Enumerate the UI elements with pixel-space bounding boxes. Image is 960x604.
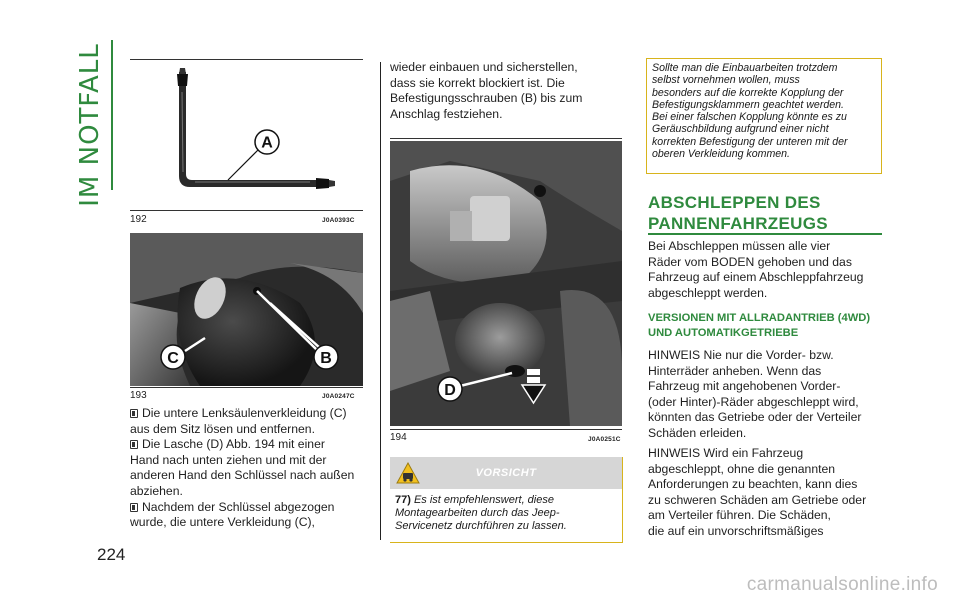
intro-paragraph (648, 239, 888, 301)
text-line: HINWEIS Nie nur die Vorder- bzw. (648, 348, 834, 362)
note-line: korrekten Befestigung der unteren mit der (652, 135, 848, 148)
note-line: Geräuschbildung aufgrund einer nicht (652, 123, 829, 136)
subsection-title: VERSIONEN MIT ALLRADANTRIEB (4WD) UND AUTOMATIKGETRIEBE (648, 312, 871, 339)
note-line: Befestigungsklammern geachtet werden. (652, 98, 844, 111)
text-line: Befestigungsschrauben (B) bis zum (390, 91, 583, 106)
figure-194-rule (390, 429, 622, 430)
text-line: wurde, die untere Verkleidung (C), (130, 515, 315, 530)
figure-194-top-rule (390, 138, 622, 139)
text-line: abziehen. (130, 483, 183, 498)
warning-bottom-border (390, 542, 623, 543)
text-line: Die Lasche (D) Abb. 194 mit einer (130, 437, 370, 453)
figure-top-rule (130, 59, 363, 60)
hinweis-paragraph-1 (648, 348, 888, 442)
warning-title: VORSICHT (475, 467, 537, 479)
figure-192-rule (130, 210, 363, 211)
figure-193-number: 193 (130, 390, 147, 401)
text-line: HINWEIS Wird ein Fahrzeug (648, 446, 804, 460)
text-line: Nachdem der Schlüssel abgezogen (130, 500, 370, 516)
label-a: A (261, 134, 273, 152)
steering-lock-photo (390, 141, 622, 426)
text-line: aus dem Sitz lösen und entfernen. (130, 421, 315, 436)
column-divider (380, 62, 381, 540)
bullet-icon (130, 503, 138, 512)
section-title: ABSCHLEPPEN DES PANNENFAHRZEUGS (648, 193, 828, 233)
text-line: abgeschleppt, ohne die genannten (648, 461, 836, 476)
text-line: wieder einbauen und sicherstellen, (390, 60, 578, 74)
watermark: carmanualsonline.info (746, 574, 938, 595)
column-2-text (390, 60, 630, 122)
text-line: dass sie korrekt blockiert ist. Die (390, 75, 565, 90)
text-line: (oder Hinter)-Räder abgeschleppt wird, (648, 394, 859, 409)
text-line: Fahrzeug auf einem Abschleppfahrzeug (648, 270, 864, 285)
figure-194-code: J0A0251C (588, 436, 621, 443)
figure-193-image (130, 233, 363, 386)
chapter-title-text: IM NOTFALL (75, 43, 105, 207)
text-line: Hand nach unten ziehen und mit der (130, 452, 327, 467)
note-line: besonders auf die korrekte Kopplung der (652, 86, 844, 99)
column-1-text (130, 406, 370, 531)
figure-194-image (390, 141, 622, 426)
figure-194-number: 194 (390, 432, 407, 443)
figure-193-code: J0A0247C (322, 393, 355, 400)
text-line: anderen Hand den Schlüssel nach außen (130, 468, 355, 483)
label-b: B (320, 350, 332, 367)
text-line: Bei Abschleppen müssen alle vier (648, 239, 831, 253)
warning-line: 77) Es ist empfehlenswert, diese (395, 494, 554, 506)
bullet-icon (130, 440, 138, 449)
label-d: D (444, 382, 456, 399)
note-line: Bei einer falschen Kopplung könnte es zu (652, 111, 847, 124)
text-line: zu schweren Schäden am Getriebe oder (648, 492, 867, 507)
note-line: Sollte man die Einbauarbeiten trotzdem (652, 62, 838, 74)
text-line: Hinterräder anheben. Wenn das (648, 363, 822, 378)
key-illustration (130, 62, 363, 204)
note-box (646, 58, 882, 174)
figure-192-code: J0A0393C (322, 217, 355, 224)
text-line: Die untere Lenksäulenverkleidung (C) (130, 406, 370, 422)
warning-header (390, 457, 622, 489)
steering-column-photo (130, 233, 363, 386)
text-line: Fahrzeug mit angehobenen Vorder- (648, 379, 841, 394)
label-c: C (167, 350, 179, 367)
text-line: Anforderungen zu beachten, kann dies (648, 477, 858, 492)
text-line: Räder vom BODEN gehoben und das (648, 254, 852, 269)
section-title-rule (648, 233, 882, 235)
figure-193-rule (130, 387, 363, 388)
figure-192-image (130, 62, 363, 204)
page-number: 224 (97, 545, 126, 564)
hinweis-paragraph-2 (648, 446, 888, 540)
bullet-icon (130, 409, 138, 418)
text-line: abgeschleppt werden. (648, 285, 768, 300)
warning-line: Servicenetz durchführen zu lassen. (395, 520, 567, 532)
note-line: selbst vornehmen wollen, muss (652, 74, 800, 87)
text-line: Schäden erleiden. (648, 425, 747, 440)
warning-number: 77) (395, 494, 411, 506)
text-line: Anschlag festziehen. (390, 106, 503, 121)
warning-right-border (622, 457, 623, 542)
chapter-rule (111, 40, 113, 190)
warning-body (395, 494, 620, 533)
figure-192-number: 192 (130, 214, 147, 225)
text-line: könnten das Getriebe oder der Verteiler (648, 410, 862, 425)
text-line: am Verteiler führen. Die Schäden, (648, 508, 831, 523)
warning-line: Montagearbeiten durch das Jeep- (395, 507, 560, 519)
note-line: oberen Verkleidung kommen. (652, 148, 790, 161)
text-line: die auf ein unvorschriftsmäßiges (648, 523, 824, 538)
